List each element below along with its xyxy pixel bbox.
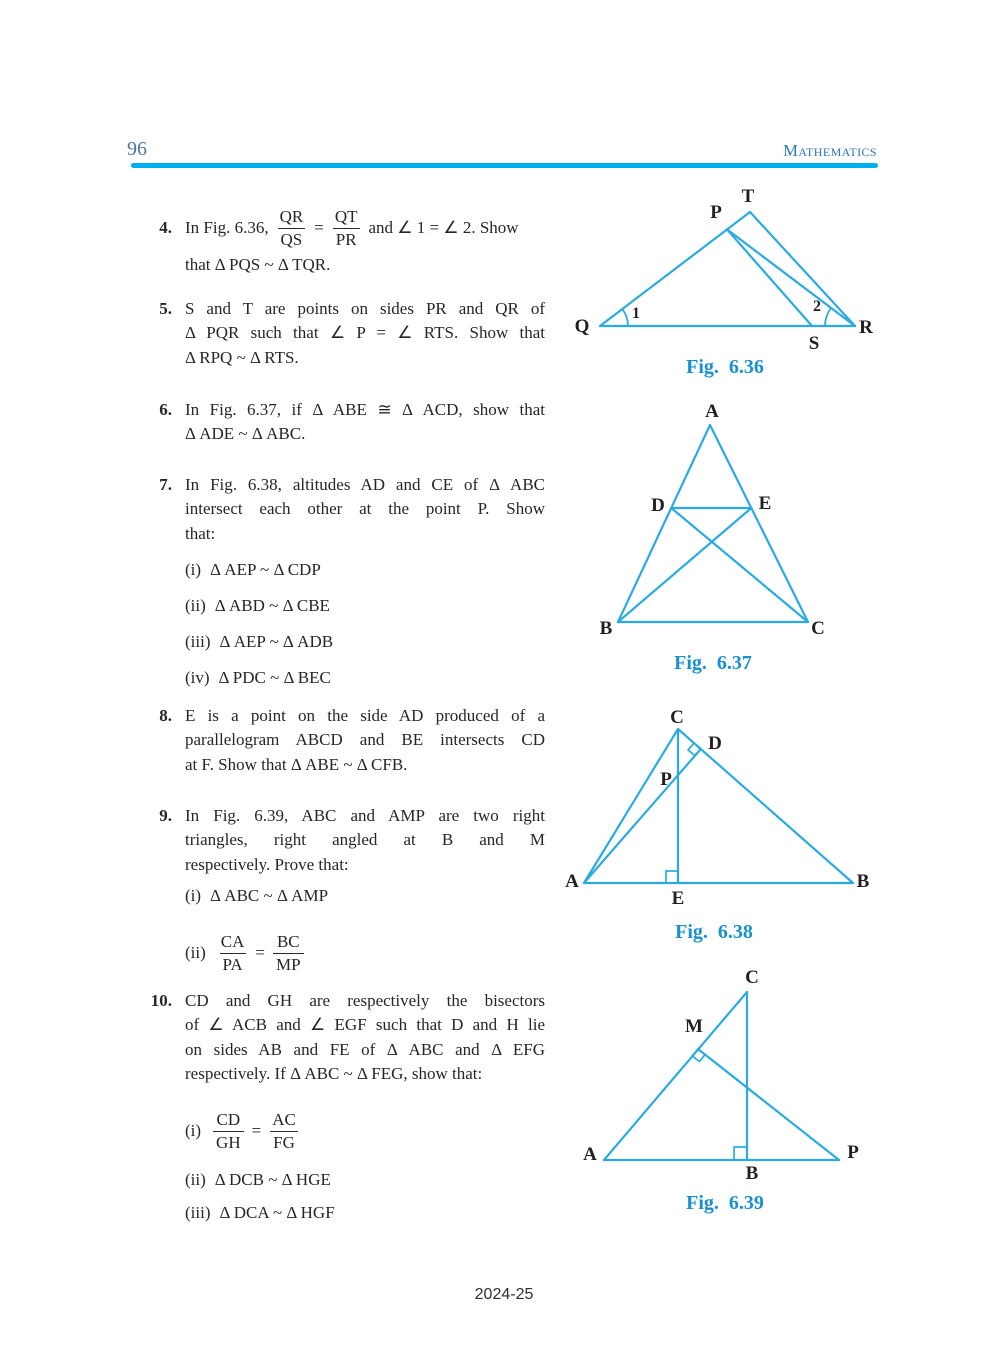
- vertex-label-B: B: [856, 871, 870, 892]
- header-rule: [131, 163, 878, 168]
- fraction-denominator: FG: [270, 1131, 298, 1153]
- right-angle-mark-B: [734, 1147, 747, 1160]
- fraction-numerator: AC: [272, 1110, 296, 1130]
- figure-caption-639: Fig. 6.39: [686, 1192, 764, 1214]
- right-angle-mark-E: [666, 871, 678, 883]
- item-label: (iii): [185, 1203, 211, 1222]
- item-text: Δ PDC ~ Δ BEC: [218, 668, 331, 687]
- fraction-denominator: PA: [220, 953, 246, 975]
- question-text-line: Δ RPQ ~ Δ RTS.: [185, 347, 299, 367]
- vertex-label-D: D: [651, 495, 665, 516]
- fraction-numerator: CD: [216, 1110, 241, 1130]
- question-number: 10.: [150, 991, 172, 1010]
- fraction-denominator: MP: [273, 953, 304, 975]
- fraction: [273, 931, 304, 975]
- item-label: (i): [185, 1121, 202, 1140]
- question-text-line: triangles, right angled at B and M: [185, 830, 545, 850]
- vertex-label-B: B: [599, 618, 613, 639]
- item-label: (iii): [185, 632, 211, 651]
- equals-sign: =: [255, 943, 265, 962]
- vertex-label-P: P: [847, 1142, 859, 1163]
- question-text-line: parallelogram ABCD and BE intersects CD: [185, 730, 545, 750]
- vertex-label-A: A: [705, 401, 719, 422]
- vertex-label-R: R: [859, 317, 873, 338]
- question-text-line: In Fig. 6.37, if Δ ABE ≅ Δ ACD, show that: [185, 400, 545, 419]
- page-number: 96: [127, 138, 147, 160]
- vertex-label-S: S: [808, 333, 820, 354]
- angle-2-arc: [825, 308, 831, 326]
- question-8: [140, 704, 545, 777]
- figure-6-39-drawing: [555, 968, 895, 1186]
- item-text: Δ ABD ~ Δ CBE: [214, 596, 330, 615]
- segment-CB: [678, 729, 853, 883]
- equals-sign: =: [314, 217, 324, 237]
- question-number: 4.: [159, 217, 172, 237]
- question-7: [140, 473, 545, 546]
- altitude-AD: [584, 749, 701, 883]
- question-10-item-i: [185, 1100, 299, 1162]
- vertex-label-C: C: [670, 707, 684, 728]
- vertex-label-D: D: [708, 733, 722, 754]
- question-4-line2: that Δ PQS ~ Δ TQR.: [185, 255, 331, 274]
- question-text-line: Δ PQR such that ∠ P = ∠ RTS. Show that: [185, 323, 545, 343]
- question-text-line: In Fig. 6.38, altitudes AD and CE of Δ ABC: [185, 475, 545, 494]
- item-text: Δ ABC ~ Δ AMP: [210, 886, 329, 905]
- fraction-numerator: CA: [220, 932, 245, 952]
- fraction: [218, 931, 248, 975]
- angle-label-1: 1: [632, 305, 640, 322]
- vertex-label-A: A: [565, 871, 579, 892]
- question-number: 6.: [159, 400, 172, 419]
- vertex-label-E: E: [758, 493, 772, 514]
- question-number: 9.: [159, 806, 172, 825]
- vertex-label-B: B: [745, 1163, 759, 1184]
- item-label: (ii): [185, 596, 206, 615]
- segment-BE: [618, 508, 751, 622]
- vertex-label-M: M: [685, 1016, 703, 1037]
- item-label: (i): [185, 560, 202, 579]
- segment-AC: [584, 729, 678, 883]
- fraction: [332, 206, 361, 250]
- question-7-item-i: [185, 558, 321, 582]
- vertex-label-C: C: [811, 618, 825, 639]
- fraction-numerator: QT: [334, 207, 358, 227]
- figure-caption-637: Fig. 6.37: [674, 652, 752, 674]
- segment-AB: [618, 425, 710, 622]
- vertex-label-Q: Q: [574, 316, 590, 337]
- angle-1-arc: [622, 309, 628, 326]
- vertex-label-A: A: [583, 1144, 597, 1165]
- question-number: 7.: [159, 475, 172, 494]
- fraction-denominator: PR: [333, 228, 360, 250]
- question-text-line: Δ ADE ~ Δ ABC.: [185, 424, 306, 444]
- question-text-line: intersect each other at the point P. Show: [185, 499, 545, 519]
- vertex-label-P: P: [660, 769, 672, 790]
- question-text-line: S and T are points on sides PR and QR of: [185, 299, 545, 318]
- segment-MP: [698, 1049, 839, 1160]
- right-angle-mark-D: [688, 743, 701, 756]
- equals-sign: =: [251, 1121, 262, 1140]
- question-10: [140, 989, 545, 1086]
- segment-PR: [727, 229, 855, 326]
- vertex-label-P: P: [710, 202, 722, 223]
- question-10-item-ii: [185, 1168, 331, 1192]
- figure-6-36-drawing: [560, 186, 890, 356]
- fraction-denominator: GH: [213, 1131, 244, 1153]
- fraction: [277, 206, 307, 250]
- vertex-label-E: E: [671, 888, 685, 909]
- question-text-line: CD and GH are respectively the bisectors: [185, 991, 545, 1010]
- question-text-line: of ∠ ACB and ∠ EGF such that D and H lie: [185, 1015, 545, 1035]
- segment-DC: [671, 508, 808, 622]
- figure-caption-636: Fig. 6.36: [686, 356, 764, 378]
- angle-label-2: 2: [813, 298, 821, 315]
- question-6: [140, 398, 545, 447]
- figure-caption-638: Fig. 6.38: [675, 921, 753, 943]
- question-10-item-iii: [185, 1201, 335, 1225]
- item-text: Δ DCA ~ Δ HGF: [219, 1203, 335, 1222]
- fraction: [269, 1109, 299, 1153]
- footer-session-year: 2024-25: [474, 1286, 534, 1303]
- question-text-line: respectively. Prove that:: [185, 854, 349, 874]
- item-label: (i): [185, 886, 202, 905]
- item-text: Δ DCB ~ Δ HGE: [214, 1170, 331, 1189]
- vertex-label-T: T: [741, 186, 755, 207]
- question-9-item-i: [185, 884, 328, 908]
- fraction-numerator: QR: [279, 207, 304, 227]
- question-7-item-iv: [185, 666, 331, 690]
- figure-6-38-drawing: [555, 703, 895, 915]
- question-text-line: that:: [185, 523, 216, 543]
- question-9: [140, 804, 545, 877]
- question-text: and ∠ 1 = ∠ 2. Show: [368, 217, 519, 237]
- question-number: 5.: [159, 299, 172, 318]
- fraction: [213, 1109, 244, 1153]
- segment-AC: [710, 425, 808, 622]
- segment-AC: [604, 992, 747, 1160]
- figure-6-37: [560, 398, 890, 690]
- question-text-line: respectively. If Δ ABC ~ Δ FEG, show that:: [185, 1063, 483, 1083]
- item-text: Δ AEP ~ Δ CDP: [210, 560, 321, 579]
- segment-TR: [750, 212, 855, 326]
- question-7-item-ii: [185, 594, 330, 618]
- item-text: Δ AEP ~ Δ ADB: [219, 632, 334, 651]
- question-5: [140, 297, 545, 370]
- segment-PS: [727, 229, 812, 326]
- vertex-label-C: C: [745, 967, 759, 988]
- question-7-item-iii: [185, 630, 333, 654]
- figure-6-38: [555, 703, 895, 955]
- question-text-line: E is a point on the side AD produced of a: [185, 706, 545, 725]
- question-text-line: at F. Show that Δ ABE ~ Δ CFB.: [185, 754, 408, 774]
- item-label: (ii): [185, 1170, 206, 1189]
- question-text-line: on sides AB and FE of Δ ABC and Δ EFG: [185, 1039, 545, 1059]
- question-text: In Fig. 6.36,: [185, 217, 269, 237]
- fraction-numerator: BC: [276, 932, 300, 952]
- item-label: (iv): [185, 668, 210, 687]
- question-number: 8.: [159, 706, 172, 725]
- fraction-denominator: QS: [278, 228, 306, 250]
- question-text-line: In Fig. 6.39, ABC and AMP are two right: [185, 806, 545, 825]
- figure-6-36: [560, 186, 890, 391]
- page-header-title: Mathematics: [783, 141, 877, 160]
- question-9-item-ii: [185, 922, 304, 984]
- question-4: [140, 199, 519, 257]
- figure-6-39: [555, 968, 895, 1226]
- item-label: (ii): [185, 943, 206, 962]
